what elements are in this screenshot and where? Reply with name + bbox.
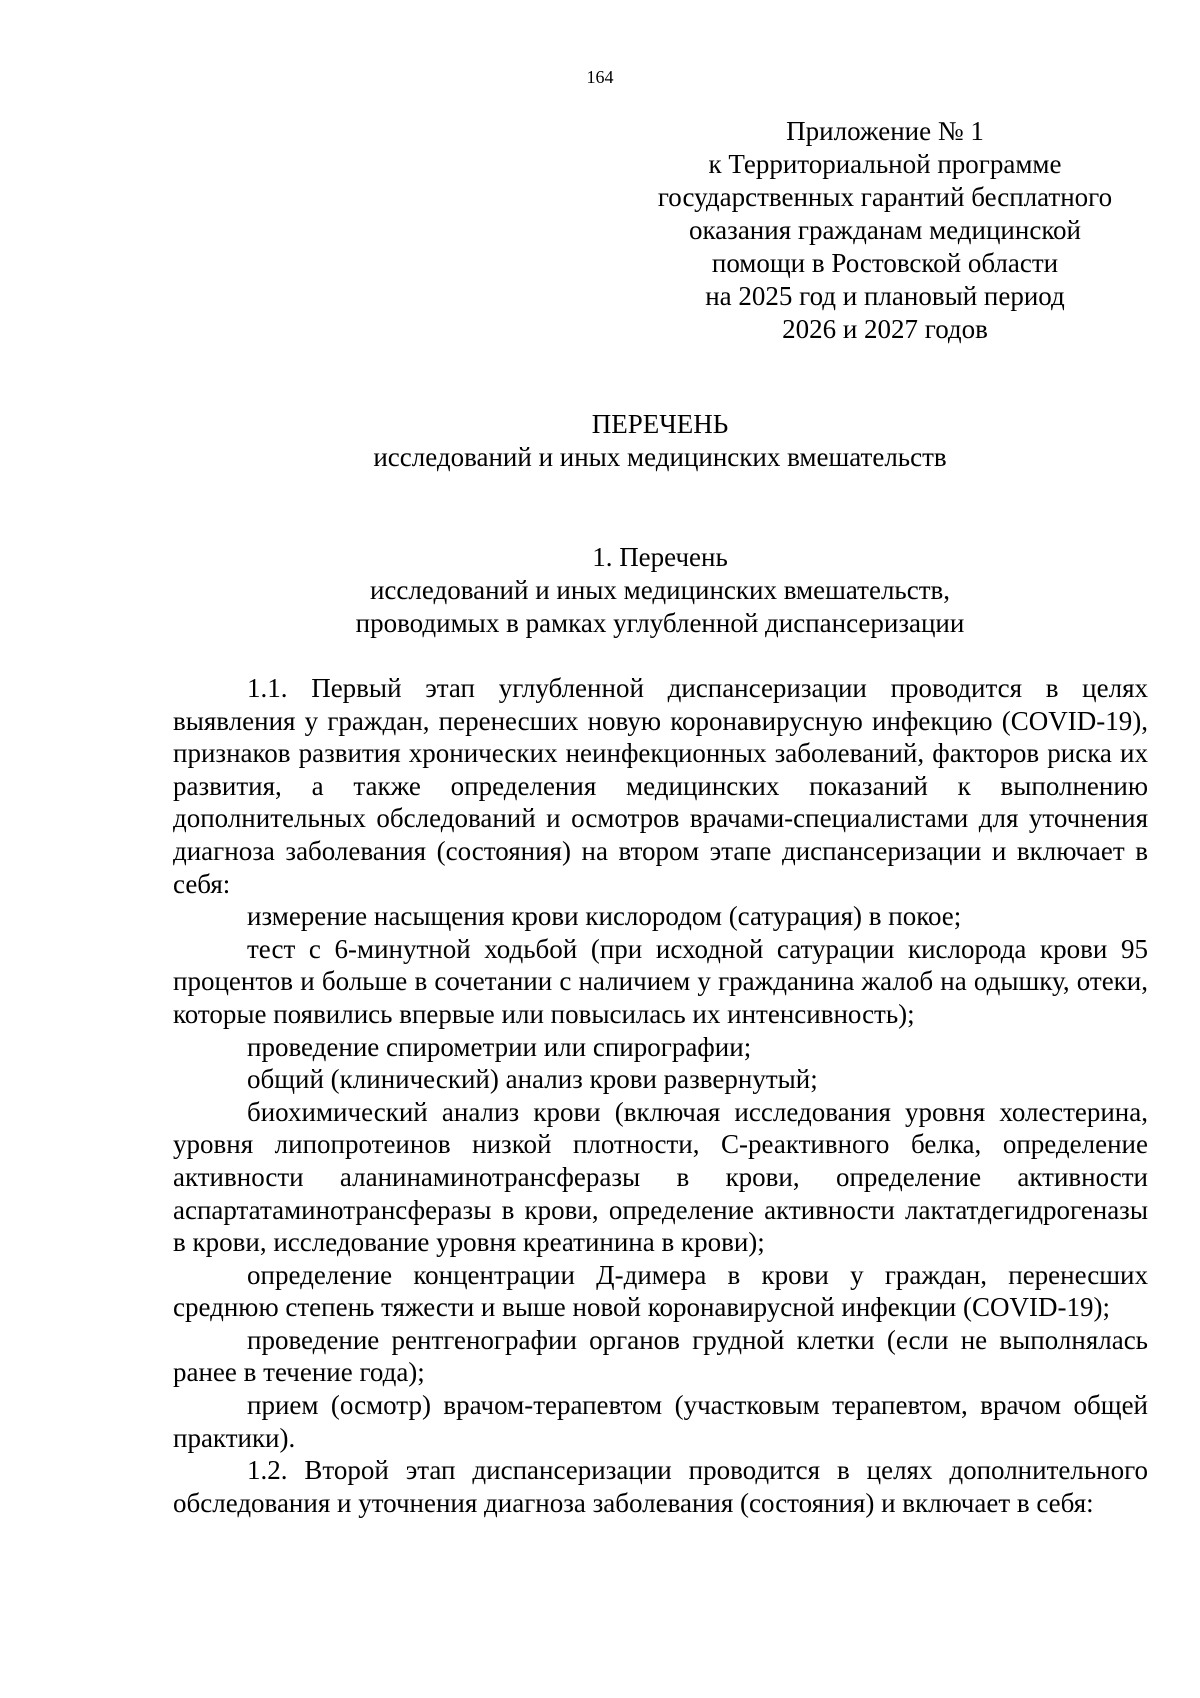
paragraph: 1.1. Первый этап углубленной диспансеризации проводится в целях выявления у граждан, перенесших новую коронавирусную инфекцию (COVID-19), признаков развития хронических неинфекционных заболеваний, факторов риска их развития, а также определения медицинских показаний к выполнению дополнительных обследований и осмотров врачами-специалистами для уточнения диагноза заболевания (состояния) на втором этапе диспансеризации и включает в себя:	[173, 673, 1148, 899]
appendix-line: на 2025 год и плановый период	[705, 281, 1065, 311]
paragraph: проведение спирометрии или спирографии;	[247, 1031, 752, 1062]
appendix-header	[650, 115, 1120, 346]
appendix-line: Приложение № 1	[786, 116, 984, 146]
section-title	[170, 541, 1150, 640]
section-subheading: исследований и иных медицинских вмешательств,	[369, 575, 951, 605]
title-subheading: исследований и иных медицинских вмешательств	[373, 442, 947, 472]
paragraph: общий (клинический) анализ крови развернутый;	[247, 1064, 818, 1095]
section-subheading: проводимых в рамках углубленной диспансеризации	[355, 608, 965, 638]
paragraph: прием (осмотр) врачом-терапевтом (участковым терапевтом, врачом общей практики).	[173, 1390, 1148, 1453]
paragraph: биохимический анализ крови (включая исследования уровня холестерина, уровня липопротеинов низкой плотности, С-реактивного белка, определение активности аланинаминотрансферазы в крови, определение активности аспартатаминотрансферазы в крови, определение активности лактатдегидрогеназы в крови, исследование уровня креатинина в крови);	[173, 1096, 1148, 1258]
paragraph: проведение рентгенографии органов грудной клетки (если не выполнялась ранее в течение года);	[173, 1324, 1148, 1388]
body-text	[173, 672, 1148, 1519]
appendix-line: оказания гражданам медицинской	[688, 215, 1082, 245]
appendix-line: 2026 и 2027 годов	[782, 314, 988, 344]
appendix-line: помощи в Ростовской области	[711, 248, 1059, 278]
appendix-line: государственных гарантий бесплатного	[657, 182, 1113, 212]
page-number: 164	[586, 67, 614, 87]
paragraph: измерение насыщения крови кислородом (сатурация) в покое;	[247, 901, 962, 932]
document-title	[170, 408, 1150, 474]
paragraph: тест с 6-минутной ходьбой (при исходной сатурации кислорода крови 95 процентов и больше в сочетании с наличием у гражданина жалоб на одышку, отеки, которые появились впервые или повысилась их интенсивность);	[173, 933, 1148, 1029]
appendix-line: к Территориальной программе	[708, 149, 1062, 179]
paragraph: определение концентрации Д-димера в крови у граждан, перенесших среднюю степень тяжести и выше новой коронавирусной инфекции (COVID-19);	[173, 1259, 1148, 1323]
paragraph: 1.2. Второй этап диспансеризации проводится в целях дополнительного обследования и уточнения диагноза заболевания (состояния) и включает в себя:	[173, 1455, 1148, 1518]
section-heading: 1. Перечень	[592, 542, 728, 572]
title-heading: ПЕРЕЧЕНЬ	[591, 409, 729, 439]
